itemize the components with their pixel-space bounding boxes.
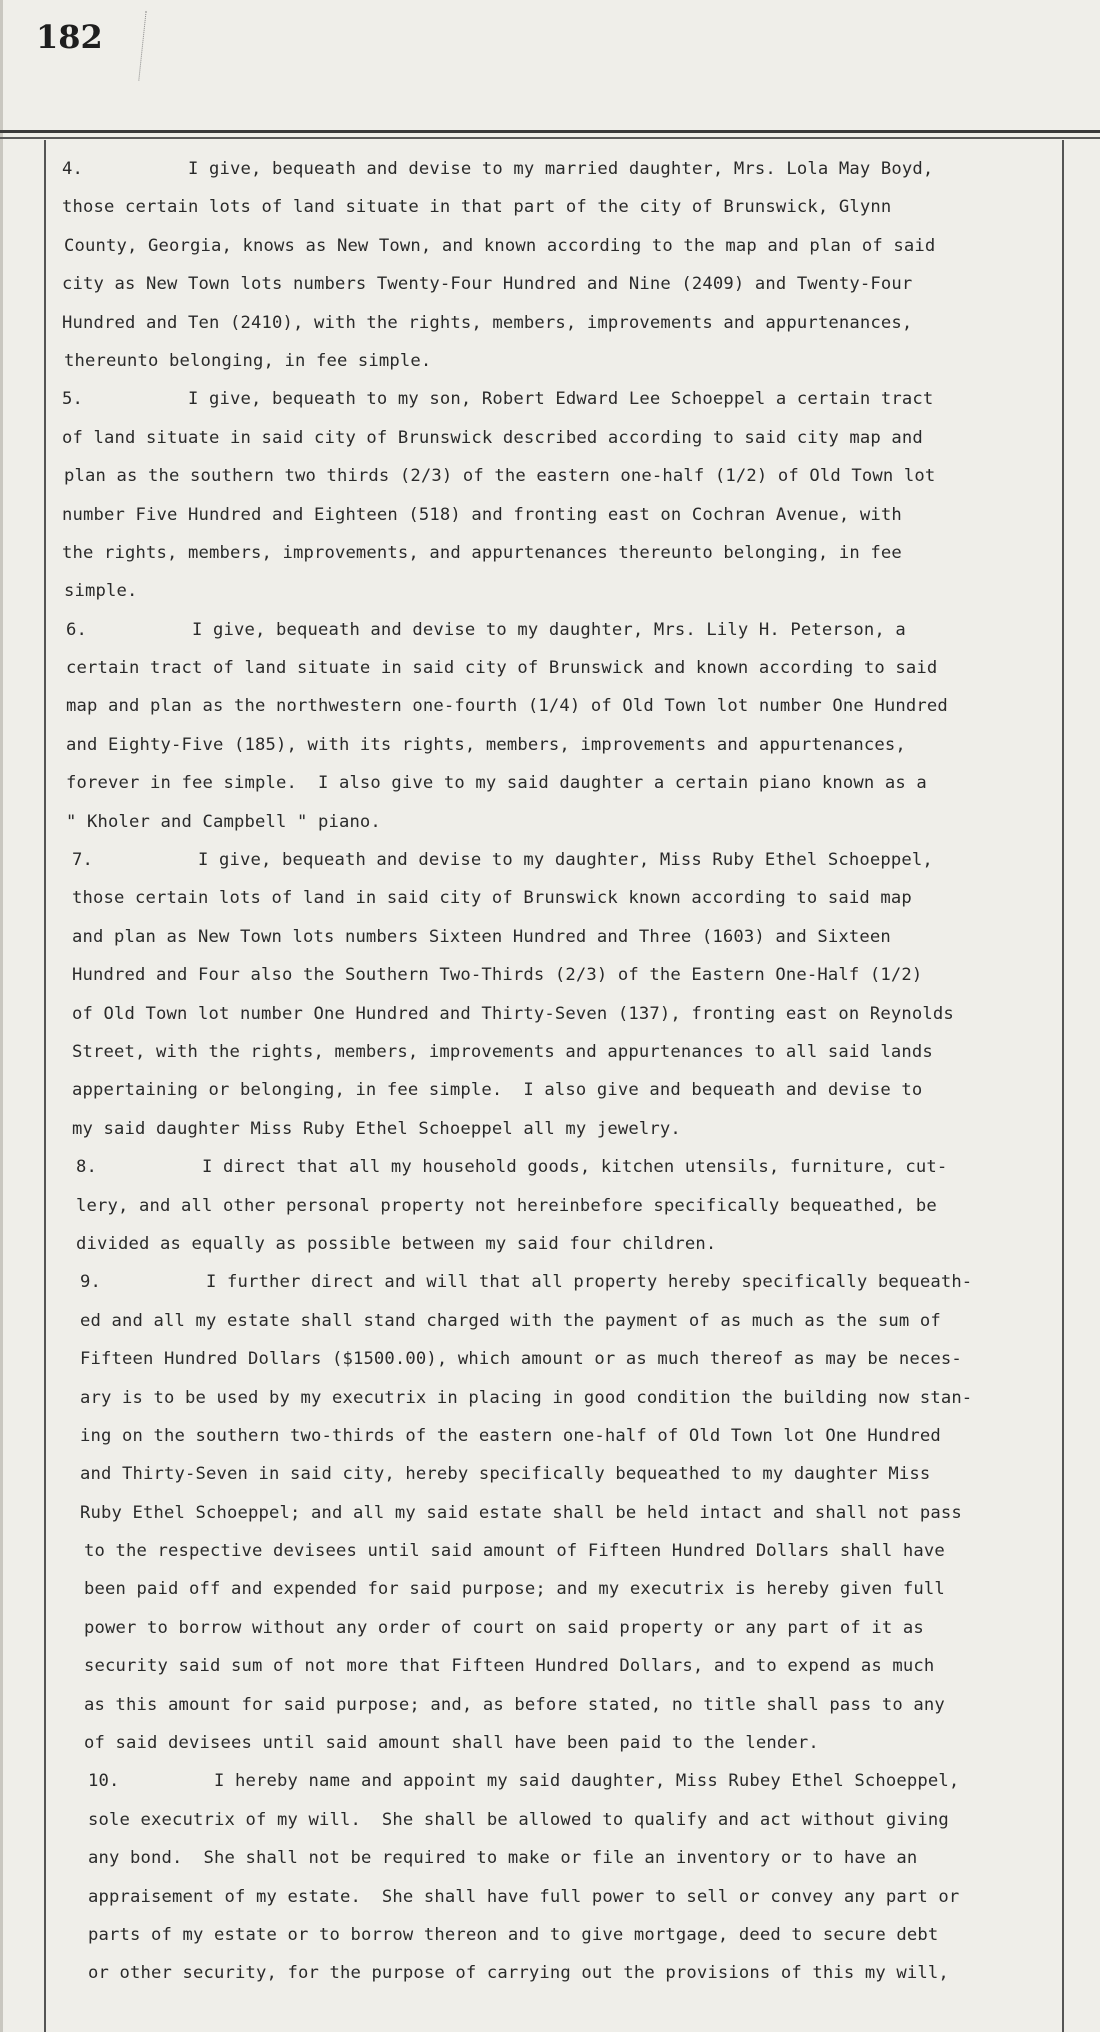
text-line: of land situate in said city of Brunswick described according to said city map and — [62, 427, 923, 448]
text-line: been paid off and expended for said purpose; and my executrix is hereby given full — [84, 1579, 945, 1600]
text-line: 5. I give, bequeath to my son, Robert Edward Lee Schoeppel a certain tract — [62, 389, 934, 410]
text-line: forever in fee simple. I also give to my said daughter a certain piano known as a — [66, 773, 927, 794]
text-line: 9. I further direct and will that all property hereby specifically bequeath- — [80, 1272, 973, 1293]
text-line: power to borrow without any order of court on said property or any part of it as — [84, 1617, 924, 1638]
text-line: of Old Town lot number One Hundred and Thirty-Seven (137), fronting east on Reynolds — [72, 1003, 954, 1024]
text-line: Ruby Ethel Schoeppel; and all my said estate shall be held intact and shall not pass — [80, 1502, 962, 1523]
page-edge — [0, 0, 3, 2032]
text-line: and plan as New Town lots numbers Sixteen Hundred and Three (1603) and Sixteen — [72, 926, 891, 947]
text-line: number Five Hundred and Eighteen (518) and fronting east on Cochran Avenue, with — [62, 504, 902, 525]
text-line: plan as the southern two thirds (2/3) of the eastern one-half (1/2) of Old Town lot — [64, 466, 936, 487]
will-text-body — [62, 150, 1052, 1993]
text-line: of said devisees until said amount shall have been paid to the lender. — [84, 1733, 819, 1754]
text-line: parts of my estate or to borrow thereon and to give mortgage, deed to secure debt — [88, 1924, 939, 1945]
text-line: and Thirty-Seven in said city, hereby specifically bequeathed to my daughter Miss — [80, 1464, 931, 1485]
pencil-mark — [124, 9, 146, 80]
right-margin-line — [1062, 140, 1064, 2032]
text-line: 4. I give, bequeath and devise to my married daughter, Mrs. Lola May Boyd, — [62, 159, 934, 179]
text-line: lery, and all other personal property not hereinbefore specifically bequeathed, be — [76, 1195, 937, 1216]
text-line: certain tract of land situate in said city of Brunswick and known according to said — [66, 658, 938, 679]
text-line: as this amount for said purpose; and, as before stated, no title shall pass to any — [84, 1694, 945, 1715]
text-line: Hundred and Four also the Southern Two-Thirds (2/3) of the Eastern One-Half (1/2) — [72, 965, 923, 986]
text-line: County, Georgia, knows as New Town, and known according to the map and plan of said — [64, 235, 936, 256]
text-line: to the respective devisees until said amount of Fifteen Hundred Dollars shall have — [84, 1541, 945, 1562]
text-line: 8. I direct that all my household goods, kitchen utensils, furniture, cut- — [76, 1157, 948, 1178]
header-rule-secondary — [0, 137, 1100, 139]
text-line: thereunto belonging, in fee simple. — [64, 350, 432, 371]
text-line: those certain lots of land situate in that part of the city of Brunswick, Glynn — [62, 197, 892, 218]
text-line: city as New Town lots numbers Twenty-Four Hundred and Nine (2409) and Twenty-Four — [62, 274, 913, 295]
text-line: map and plan as the northwestern one-fourth (1/4) of Old Town lot number One Hundred — [66, 696, 948, 717]
text-line: 10. I hereby name and appoint my said daughter, Miss Rubey Ethel Schoeppel, — [88, 1771, 960, 1792]
text-line: 7. I give, bequeath and devise to my daughter, Miss Ruby Ethel Schoeppel, — [72, 850, 933, 871]
text-line: sole executrix of my will. She shall be allowed to qualify and act without giving — [88, 1809, 949, 1830]
text-line: or other security, for the purpose of carrying out the provisions of this my will, — [88, 1963, 949, 1984]
text-line: appraisement of my estate. She shall have full power to sell or convey any part or — [88, 1886, 960, 1907]
text-line: and Eighty-Five (185), with its rights, members, improvements and appurtenances, — [66, 734, 906, 755]
text-line: those certain lots of land in said city of Brunswick known according to said map — [72, 888, 912, 909]
text-line: divided as equally as possible between my said four children. — [76, 1233, 717, 1254]
page-number: 182 — [36, 18, 103, 56]
left-margin-line — [44, 140, 46, 2032]
text-line: " Kholer and Campbell " piano. — [66, 811, 381, 832]
text-line: appertaining or belonging, in fee simple. I also give and bequeath and devise to — [72, 1080, 923, 1101]
text-line: Hundred and Ten (2410), with the rights, members, improvements and appurtenances, — [62, 312, 913, 333]
text-line: ary is to be used by my executrix in placing in good condition the building now stan- — [80, 1387, 973, 1408]
text-line: security said sum of not more that Fifteen Hundred Dollars, and to expend as much — [84, 1656, 935, 1677]
text-line: Fifteen Hundred Dollars ($1500.00), which amount or as much thereof as may be neces- — [80, 1349, 962, 1370]
text-line: simple. — [64, 581, 138, 602]
text-line: the rights, members, improvements, and appurtenances thereunto belonging, in fee — [62, 542, 902, 563]
header-rule — [0, 130, 1100, 133]
text-line: my said daughter Miss Ruby Ethel Schoeppel all my jewelry. — [72, 1118, 681, 1139]
text-line: Street, with the rights, members, improvements and appurtenances to all said lands — [72, 1041, 933, 1062]
text-line: any bond. She shall not be required to make or file an inventory or to have an — [88, 1848, 918, 1869]
text-line: ing on the southern two-thirds of the eastern one-half of Old Town lot One Hundred — [80, 1425, 941, 1446]
text-line: 6. I give, bequeath and devise to my daughter, Mrs. Lily H. Peterson, a — [66, 619, 906, 640]
text-line: ed and all my estate shall stand charged with the payment of as much as the sum of — [80, 1310, 941, 1331]
